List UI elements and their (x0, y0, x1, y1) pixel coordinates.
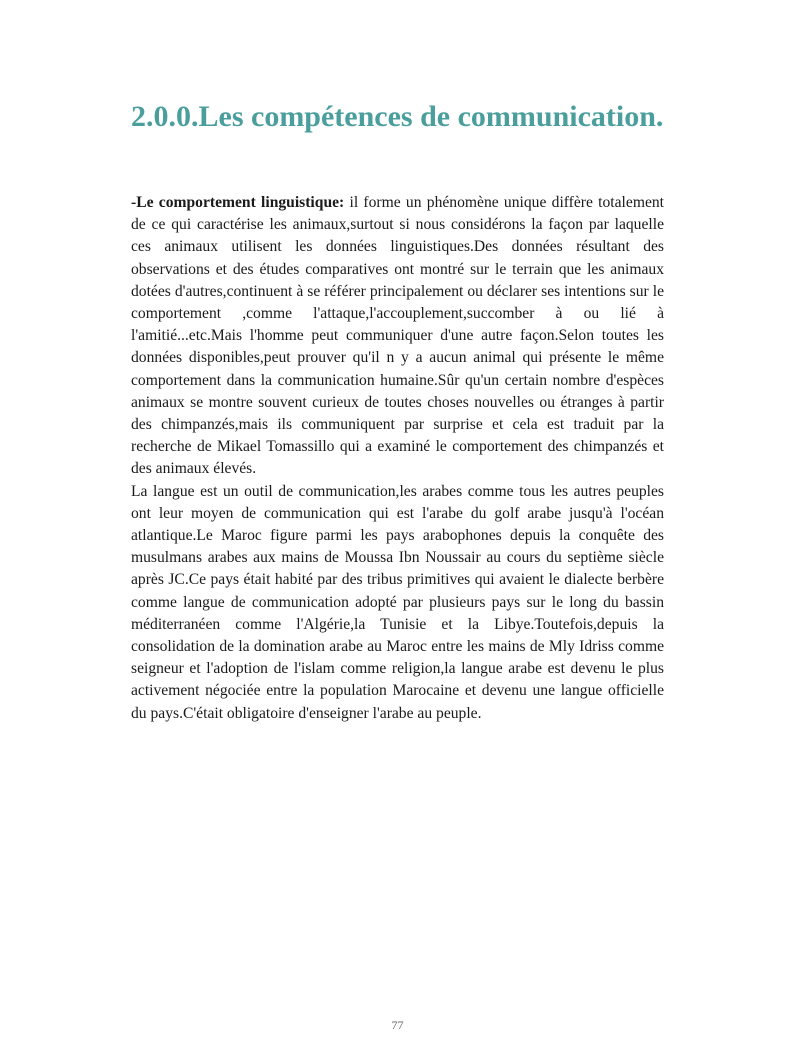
paragraph-linguistic-behavior (131, 192, 664, 481)
body-text (131, 192, 664, 725)
page-number: 77 (391, 1018, 404, 1032)
paragraph-text: il forme un phénomène unique diffère totalement de ce qui caractérise les animaux,surtout si nous considérons la façon par laquelle ces animaux utilisent les données linguistiques.Des données résultant des observations et des études comparatives ont montré sur le terrain que les animaux dotées d'autres,continuent à se référer principalement ou déclarer ses intentions sur le comportement ,comme l'attaque,l'accouplement,succomber à ou lié à l'amitié...etc.Mais l'homme peut communiquer d'une autre façon.Selon toutes les données disponibles,peut prouver qu'il n y a aucun animal qui présente le même comportement dans la communication humaine.Sûr qu'un certain nombre d'espèces animaux se montre souvent curieux de toutes choses nouvelles ou étranges à partir des chimpanzés,mais ils communiquent par surprise et cela est traduit par la recherche de Mikael Tomassillo qui a examiné le comportement des chimpanzés et des animaux élevés. (131, 194, 664, 478)
section-heading: 2.0.0.Les compétences de communication. (131, 100, 664, 133)
paragraph-text: La langue est un outil de communication,les arabes comme tous les autres peuples ont leur moyen de communication qui est l'arabe du golf arabe jusqu'à l'océan atlantique.Le Maroc figure parmi les pays arabophones depuis la conquête des musulmans arabes aux mains de Moussa Ibn Noussair au cours du septième siècle après JC.Ce pays était habité par des tribus primitives qui avaient le dialecte berbère comme langue de communication adopté par plusieurs pays sur le long du bassin méditerranéen comme l'Algérie,la Tunisie et la Libye.Toutefois,depuis la consolidation de la domination arabe au Maroc entre les mains de Mly Idriss comme seigneur et l'adoption de l'islam comme religion,la langue arabe est devenu le plus activement négociée entre la population Marocaine et devenu une langue officielle du pays.C'était obligatoire d'enseigner l'arabe au peuple. (131, 482, 664, 722)
paragraph-lead: -Le comportement linguistique: (131, 194, 345, 211)
paragraph-language-morocco (131, 481, 664, 725)
